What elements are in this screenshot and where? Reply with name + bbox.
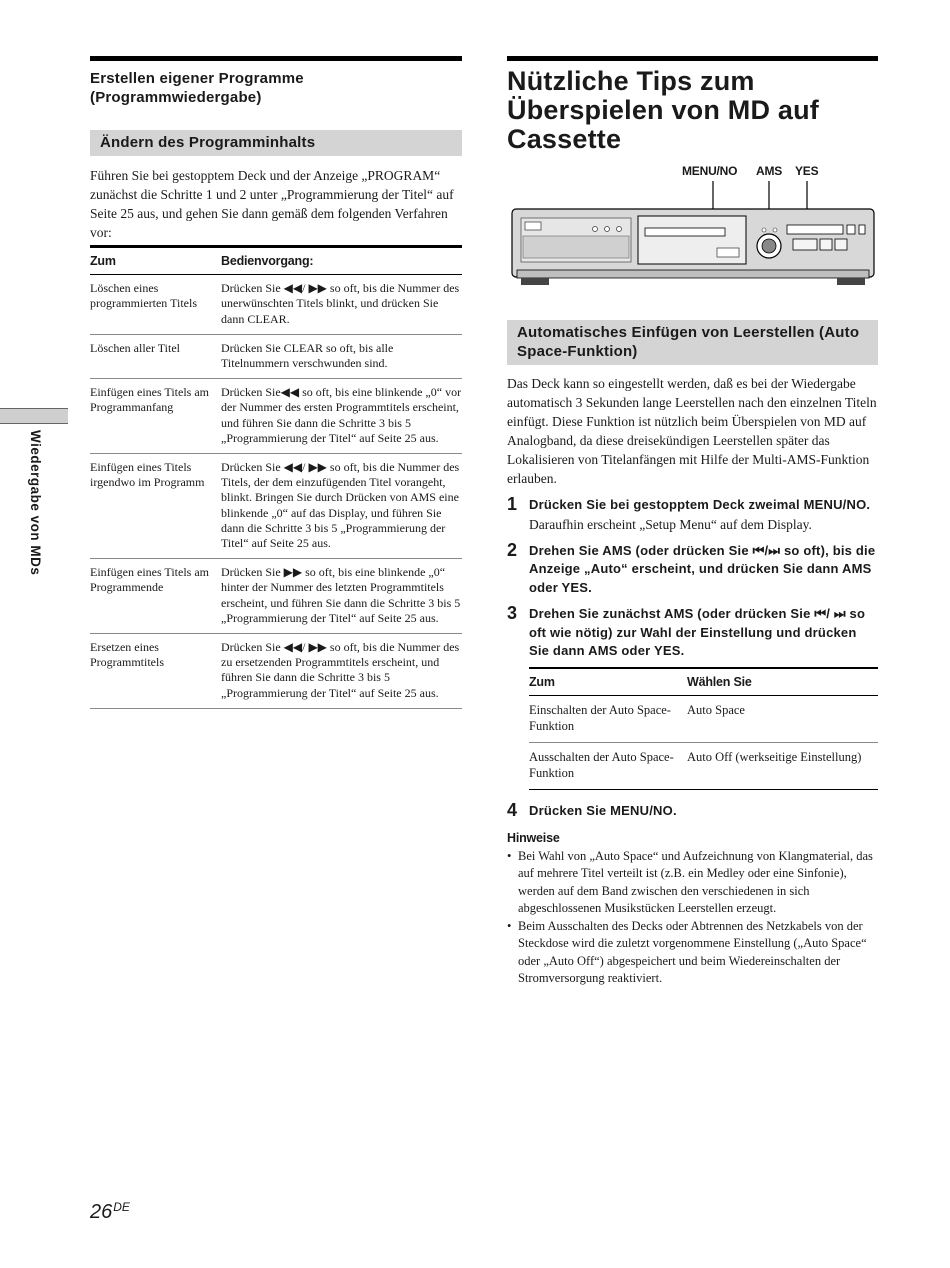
auto-table-header-waehlen: Wählen Sie xyxy=(687,668,878,696)
step-text: Drücken Sie MENU/NO. xyxy=(529,803,677,818)
row-procedure: Drücken Sie CLEAR so oft, bis alle Titelnummern verschwunden sind. xyxy=(221,334,462,378)
side-tab-marker xyxy=(0,408,68,424)
page-number-suffix: DE xyxy=(113,1200,130,1214)
table-header-zum: Zum xyxy=(90,248,221,275)
page-title: Nützliche Tips zum Überspielen von MD auf Cassette xyxy=(507,66,819,154)
row-action: Löschen aller Titel xyxy=(90,334,221,378)
table-row xyxy=(529,696,878,743)
auto-space-intro: Das Deck kann so eingestellt werden, daß es bei der Wiedergabe automatisch 3 Sekunden lange Leerstellen nach den einzelnen Titeln einfügt. Diese Funktion ist nützlich beim Überspielen von MD auf Analogband, da diese dreisekündigen Leerstellen später das Lokalisieren von Titelanfängen mit Hilfe der Multi-AMS-Funktion erlauben. xyxy=(507,376,877,486)
step-4 xyxy=(507,802,878,821)
table-row xyxy=(90,634,462,709)
table-row xyxy=(90,454,462,559)
step-3 xyxy=(507,605,878,661)
row-procedure: Drücken Sie◀◀ so oft, bis eine blinkende „0“ vor der Nummer des ersten Programmtitels erscheint, und führen Sie dann die Schritte 3 bis 5 „Programmierung der Titel“ auf Seite 25 aus. xyxy=(221,379,462,454)
page-number xyxy=(90,1200,130,1224)
step-2 xyxy=(507,539,878,598)
label-ams: AMS xyxy=(756,164,783,178)
left-column xyxy=(90,56,462,709)
table-row xyxy=(529,743,878,790)
md-deck-drawing xyxy=(507,162,878,292)
notes-heading: Hinweise xyxy=(507,830,560,845)
step-number: 1 xyxy=(507,494,518,514)
note-item: • Bei Wahl von „Auto Space“ und Aufzeichnung von Klangmaterial, das auf mehrere Titel verteilt ist (z.B. ein Medley oder eine Sinfonie), werden auf dem Band zwischen den verschiedenen in sich abgeschlossenen Musikstücken Leerstellen erzeugt. xyxy=(507,848,878,918)
label-yes: YES xyxy=(795,164,819,178)
section-title: Erstellen eigener Programme (Programmwiedergabe) xyxy=(90,70,304,106)
row-procedure: Drücken Sie ◀◀/ ▶▶ so oft, bis die Nummer des Titels, der dem einzufügenden Titel vorangeht, blinkt. Bringen Sie durch Drücken von AMS eine blinkende „0“ auf das Display, und führen Sie dann die Schritte 3 bis 5 „Programmierung der Titel“ auf Seite 25 aus. xyxy=(221,454,462,559)
row-procedure: Drücken Sie ▶▶ so oft, bis eine blinkende „0“ hinter der Nummer des letzten Programmtitels erscheint, und führen Sie dann die Schritte 3 bis 5 „Programmierung der Titel“ auf Seite 25 aus. xyxy=(221,559,462,634)
step-1 xyxy=(507,496,878,534)
row-action: Löschen eines programmierten Titels xyxy=(90,275,221,335)
step-result: Daraufhin erscheint „Setup Menu“ auf dem Display. xyxy=(529,516,812,532)
step-number: 2 xyxy=(507,539,518,560)
step-text: Drehen Sie AMS (oder drücken Sie ⏮/⏭ so oft), bis die Anzeige „Auto“ erscheint, und drücken Sie dann AMS oder YES. xyxy=(529,542,876,595)
row-action: Einfügen eines Titels irgendwo im Programm xyxy=(90,454,221,559)
right-column xyxy=(507,56,878,988)
row-choice: Auto Off (werkseitige Einstellung) xyxy=(687,743,878,790)
step-text: Drücken Sie bei gestopptem Deck zweimal MENU/NO. xyxy=(529,497,871,512)
top-rule xyxy=(90,56,462,61)
intro-paragraph: Führen Sie bei gestopptem Deck und der Anzeige „PROGRAM“ zunächst die Schritte 1 und 2 unter „Programmierung der Titel“ auf Seite 25 aus, und gehen Sie dann gemäß dem folgenden Verfahren vor: xyxy=(90,168,454,240)
table-row xyxy=(90,275,462,335)
page-number-value: 26 xyxy=(90,1201,113,1223)
row-procedure: Drücken Sie ◀◀/ ▶▶ so oft, bis die Nummer des unerwünschten Titels blinkt, und drücken Sie dann CLEAR. xyxy=(221,275,462,335)
program-edit-table xyxy=(90,248,462,709)
md-deck-illustration xyxy=(507,162,878,292)
table-row xyxy=(90,379,462,454)
step-text: Drehen Sie zunächst AMS (oder drücken Sie ⏮/ ⏭ so oft wie nötig) zur Wahl der Einstellung und drücken Sie dann AMS oder YES. xyxy=(529,606,866,658)
auto-space-table xyxy=(529,667,878,791)
subsection-banner: Ändern des Programminhalts xyxy=(90,130,462,156)
table-row xyxy=(90,559,462,634)
note-item: • Beim Ausschalten des Decks oder Abtrennen des Netzkabels von der Steckdose wird die zuletzt vorgenommene Einstellung („Auto Space“ oder „Auto Off“) abgespeichert und beim Wiedereinschalten der Stromversorgung reaktiviert. xyxy=(507,918,878,988)
table-header-bedienvorgang: Bedienvorgang: xyxy=(221,248,462,275)
row-procedure: Drücken Sie ◀◀/ ▶▶ so oft, bis die Nummer des zu ersetzenden Programmtitels erscheint, und führen Sie dann die Schritte 3 bis 5 „Programmierung der Titel“ auf Seite 25 aus. xyxy=(221,634,462,709)
label-menu-no: MENU/NO xyxy=(682,164,738,178)
row-action: Einfügen eines Titels am Programmanfang xyxy=(90,379,221,454)
row-choice: Auto Space xyxy=(687,696,878,743)
top-rule-right xyxy=(507,56,878,61)
step-number: 3 xyxy=(507,603,518,623)
subsection-banner-auto-space: Automatisches Einfügen von Leerstellen (Auto Space-Funktion) xyxy=(507,320,878,365)
auto-table-header-zum: Zum xyxy=(529,668,687,696)
row-action: Einschalten der Auto Space-Funktion xyxy=(529,696,687,743)
row-action: Ersetzen eines Programmtitels xyxy=(90,634,221,709)
step-number: 4 xyxy=(507,800,518,820)
table-row xyxy=(90,334,462,378)
side-tab-label: Wiedergabe von MDs xyxy=(28,430,43,576)
row-action: Einfügen eines Titels am Programmende xyxy=(90,559,221,634)
notes-list xyxy=(507,848,878,988)
row-action: Ausschalten der Auto Space-Funktion xyxy=(529,743,687,790)
